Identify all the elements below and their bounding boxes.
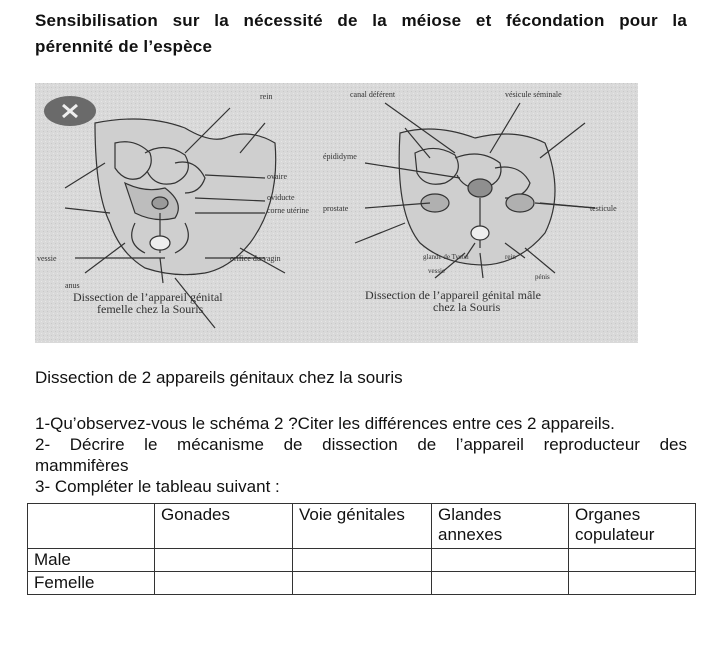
questions-block [35,413,687,497]
right-caption-line-2: chez la Souris [433,300,501,314]
table-cell [569,572,696,595]
table-cell [293,549,432,572]
label-canal-deferent: canal déférent [350,90,396,99]
label-ovaire: ovaire [267,172,287,181]
label-oviducte: oviducte [267,193,295,202]
label-prostate: prostate [323,204,349,213]
label-vesicule-seminale: vésicule séminale [505,90,562,99]
label-vessie-female: vessie [37,254,57,263]
table-cell [155,572,293,595]
label-vessie-male: vessie [428,267,446,275]
label-anus: anus [65,281,80,290]
row-label: Femelle [28,572,155,595]
title-line-1: Sensibilisation sur la nécessité de la méiose et fécondation pour la [35,11,687,30]
table-cell [432,572,569,595]
table-header-row [28,504,696,549]
table-header-cell: Glandes annexes [432,504,569,549]
question-2-line-1: 2- Décrire le mécanisme de dissection de l’appareil reproducteur des [35,435,687,454]
label-rein-female: rein [260,92,273,101]
dissection-figure [35,83,638,343]
page-title [35,8,687,60]
right-caption-line-1: Dissection de l’appareil génital mâle [365,288,541,302]
table-row [28,572,696,595]
label-orifice-vagin: orifice du vagin [230,254,281,263]
label-corne-uterine: corne utérine [267,206,309,215]
table-header-cell [28,504,155,549]
label-penis: pénis [535,273,550,281]
label-epididyme: épididyme [323,152,357,161]
question-3: 3- Compléter le tableau suivant : [35,477,280,496]
label-glande-tyson: glande de Tyson [423,253,469,261]
question-1: 1-Qu’observez-vous le schéma 2 ?Citer les différences entre ces 2 appareils. [35,414,615,433]
question-2-line-2: mammifères [35,456,129,475]
table-cell [432,549,569,572]
table-cell [569,549,696,572]
table-header-cell: Organes copulateur [569,504,696,549]
table-cell [155,549,293,572]
row-label: Male [28,549,155,572]
left-caption-line-2: femelle chez la Souris [97,302,204,316]
left-caption-line-1: Dissection de l’appareil génital [73,290,223,304]
summary-table [27,503,696,595]
label-rein-male: rein [505,253,516,261]
close-icon [44,96,96,126]
table-header-cell: Voie génitales [293,504,432,549]
table-header-cell: Gonades [155,504,293,549]
figure-caption: Dissection de 2 appareils génitaux chez la souris [35,368,403,387]
dissection-illustration [35,83,638,343]
table-cell [293,572,432,595]
table-row [28,549,696,572]
title-line-2: pérennité de l’espèce [35,37,213,56]
label-testicule: testicule [590,204,617,213]
